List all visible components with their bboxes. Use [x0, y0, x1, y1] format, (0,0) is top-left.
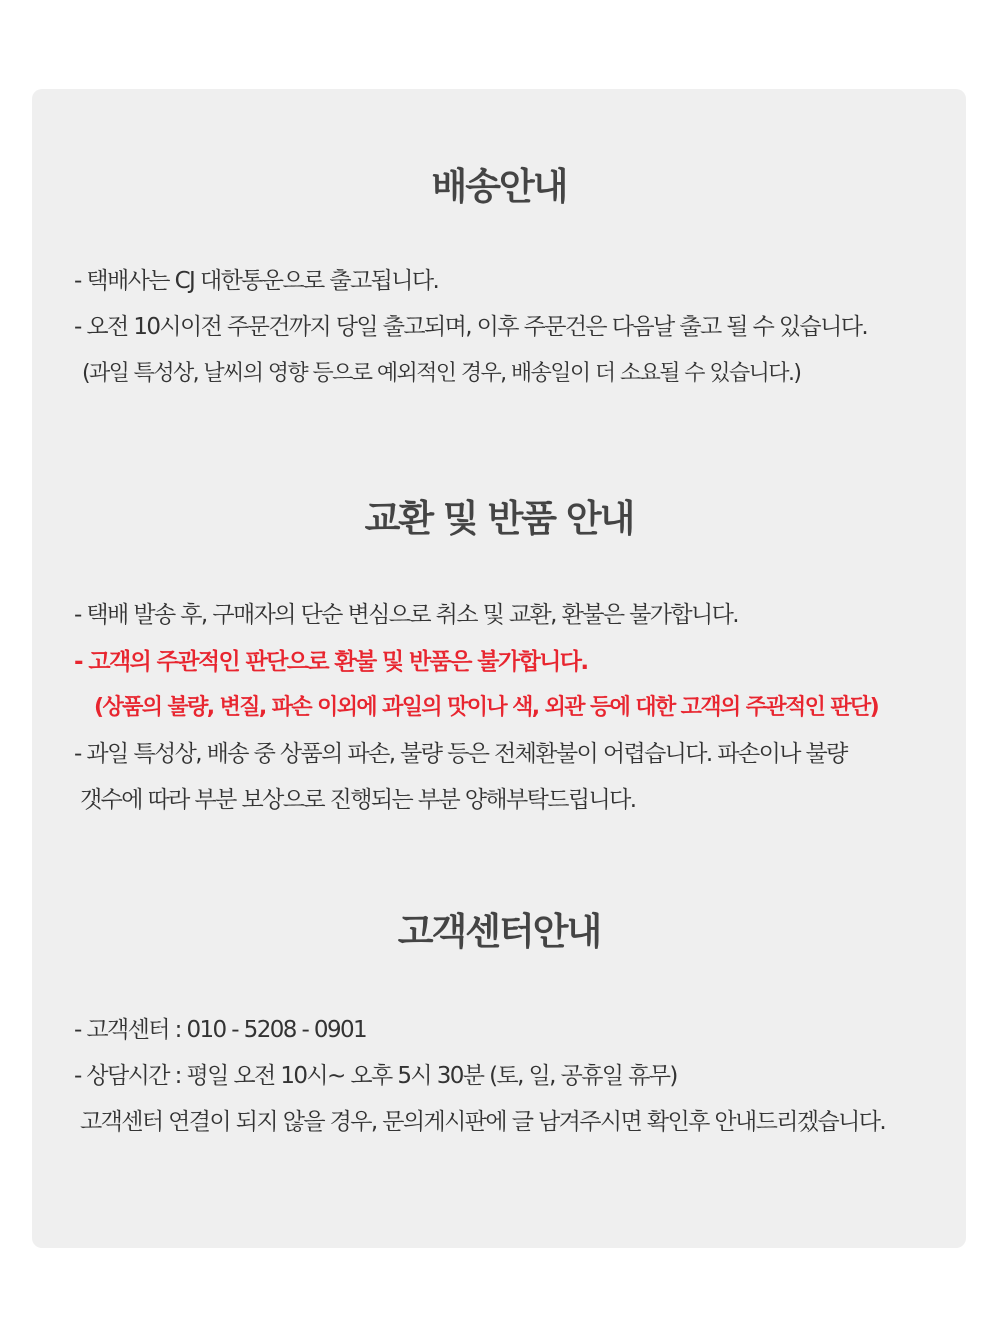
shipping-line-note: (과일 특성상, 날씨의 영향 등으로 예외적인 경우, 배송일이 더 소요될 수 있습니다.) [82, 361, 801, 386]
customer-center-title: 고객센터안내 [397, 910, 601, 953]
info-card [32, 89, 966, 1248]
customer-center-hours: - 상담시간 : 평일 오전 10시~ 오후 5시 30분 (토, 일, 공휴일 휴무) [74, 1063, 677, 1089]
exchange-line-no-refund: - 택배 발송 후, 구매자의 단순 변심으로 취소 및 교환, 환불은 불가합니다. [74, 602, 738, 628]
shipping-line-cutoff: - 오전 10시이전 주문건까지 당일 출고되며, 이후 주문건은 다음날 출고 될 수 있습니다. [74, 314, 868, 340]
exchange-line-subjective-note: (상품의 불량, 변질, 파손 이외에 과일의 맛이나 색, 외관 등에 대한 고객의 주관적인 판단) [94, 695, 879, 720]
exchange-title: 교환 및 반품 안내 [364, 497, 634, 540]
customer-center-phone: - 고객센터 : 010 - 5208 - 0901 [74, 1017, 367, 1043]
exchange-line-damage: - 과일 특성상, 배송 중 상품의 파손, 불량 등은 전체환불이 어렵습니다. 파손이나 불량 [74, 741, 847, 767]
exchange-line-subjective-warning: - 고객의 주관적인 판단으로 환불 및 반품은 불가합니다. [74, 649, 588, 675]
shipping-title: 배송안내 [431, 165, 567, 208]
customer-center-board-note: 고객센터 연결이 되지 않을 경우, 문의게시판에 글 남겨주시면 확인후 안내드리겠습니다. [80, 1109, 886, 1135]
shipping-line-carrier: - 택배사는 CJ 대한통운으로 출고됩니다. [74, 268, 439, 294]
exchange-line-partial: 갯수에 따라 부분 보상으로 진행되는 부분 양해부탁드립니다. [80, 787, 636, 813]
